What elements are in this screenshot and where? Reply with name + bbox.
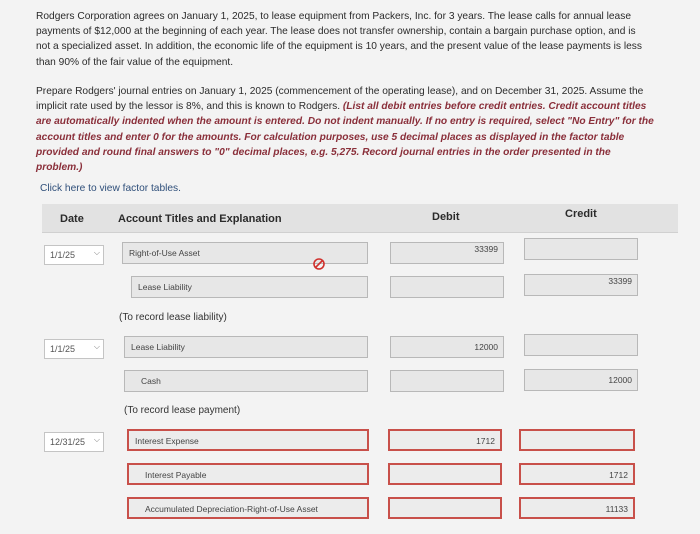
date-value: 1/1/25 <box>50 250 76 260</box>
chevron-down-icon: ⌵ <box>93 435 100 444</box>
credit-amount-input[interactable] <box>524 238 638 260</box>
account-header: Account Titles and Explanation <box>118 213 282 225</box>
credit-header: Credit <box>565 208 597 220</box>
credit-amount-input[interactable] <box>524 334 638 356</box>
instruction-text: Prepare Rodgers' journal entries on January 1, 2025 (commencement of the operating lease), and on December 31, 2025. Assume the implicit rate used by the lessor is 8%, and this is known to Rodgers. <box>36 86 644 113</box>
date-select[interactable] <box>44 245 104 265</box>
problem-instructions <box>36 84 654 175</box>
debit-amount-input[interactable]: 1712 <box>388 429 502 451</box>
instruction-highlight: (List all debit entries before credit entries. Credit account titles are automatically indented when the amount is entered. Do not indent manually. If no entry is required, select "No Entry" for the account titles and enter 0 for the amounts. For calculation purposes, use 5 decimal places as displayed in the factor table provided and round final answers to "0" decimal places, e.g. 5,275. Record journal entries in the order presented in the problem.) <box>36 101 654 174</box>
debit-amount-input[interactable]: 33399 <box>390 242 504 264</box>
entry-explanation: (To record lease payment) <box>124 405 241 416</box>
credit-amount-input[interactable]: 33399 <box>524 274 638 296</box>
debit-amount-input[interactable]: 12000 <box>390 336 504 358</box>
date-header: Date <box>60 213 84 225</box>
debit-amount-input[interactable] <box>388 463 502 485</box>
account-title-input[interactable]: Right-of-Use Asset <box>122 242 368 264</box>
debit-amount-input[interactable] <box>390 370 504 392</box>
account-title-input[interactable]: Accumulated Depreciation-Right-of-Use Asset <box>127 497 369 519</box>
account-title-input[interactable]: Interest Expense <box>127 429 369 451</box>
account-title-input[interactable]: Cash <box>124 370 368 392</box>
chevron-down-icon: ⌵ <box>93 248 100 257</box>
date-value: 1/1/25 <box>50 344 76 354</box>
debit-amount-input[interactable] <box>388 497 502 519</box>
debit-amount-input[interactable] <box>390 276 504 298</box>
account-title-input[interactable]: Interest Payable <box>127 463 369 485</box>
date-select[interactable] <box>44 432 104 452</box>
factor-tables-link[interactable]: Click here to view factor tables. <box>40 183 181 194</box>
chevron-down-icon: ⌵ <box>93 342 100 351</box>
credit-amount-input[interactable]: 1712 <box>519 463 635 485</box>
entry-explanation: (To record lease liability) <box>119 312 227 323</box>
account-title-input[interactable]: Lease Liability <box>124 336 368 358</box>
credit-amount-input[interactable]: 12000 <box>524 369 638 391</box>
account-title-input[interactable]: Lease Liability <box>131 276 368 298</box>
no-entry-icon <box>313 258 325 270</box>
debit-header: Debit <box>432 211 460 223</box>
date-value: 12/31/25 <box>50 437 86 447</box>
date-select[interactable] <box>44 339 104 359</box>
credit-amount-input[interactable]: 11133 <box>519 497 635 519</box>
credit-amount-input[interactable] <box>519 429 635 451</box>
journal-table-header <box>42 204 678 233</box>
problem-intro: Rodgers Corporation agrees on January 1, 2025, to lease equipment from Packers, Inc. for 3 years. The lease calls for annual lease payments of $12,000 at the beginning of each year. The lease does not transfer ownership, contain a bargain purchase option, and is not a specialized asset. In addition, the economic life of the equipment is 10 years, and the present value of the lease payments is less than 90% of the fair value of the equipment. <box>36 11 642 68</box>
